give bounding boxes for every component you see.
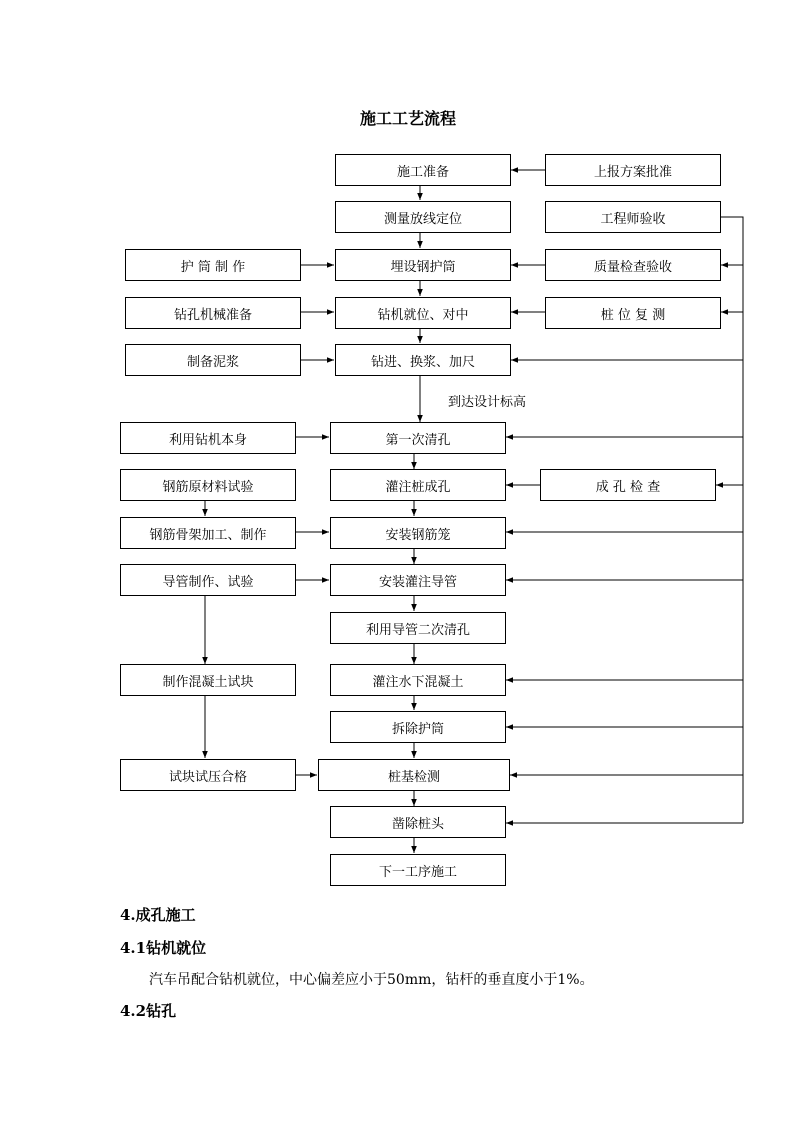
step-embed-casing: 埋设钢护筒 xyxy=(335,249,511,281)
right-plan-approval: 上报方案批准 xyxy=(545,154,721,186)
step-drilling: 钻进、换浆、加尺 xyxy=(335,344,511,376)
section-heading-4-1: 4.1钻机就位 xyxy=(120,939,207,957)
step-pile-hole: 灌注桩成孔 xyxy=(330,469,506,501)
left-rig-prep: 钻孔机械准备 xyxy=(125,297,301,329)
page-title: 施工工艺流程 xyxy=(359,109,456,128)
left-rebar-test: 钢筋原材料试验 xyxy=(120,469,296,501)
step-pour-concrete: 灌注水下混凝土 xyxy=(330,664,506,696)
step-remove-casing: 拆除护筒 xyxy=(330,711,506,743)
step-construction-prep: 施工准备 xyxy=(335,154,511,186)
step-next-process: 下一工序施工 xyxy=(330,854,506,886)
flow-note: 到达设计标高 xyxy=(448,395,527,410)
step-install-cage: 安装钢筋笼 xyxy=(330,517,506,549)
section-paragraph-4-1: 汽车吊配合钻机就位，中心偏差应小于50mm，钻杆的垂直度小于1%。 xyxy=(149,972,594,988)
right-quality-inspection: 质量检查验收 xyxy=(545,249,721,281)
step-first-cleaning: 第一次清孔 xyxy=(330,422,506,454)
left-casing-fabrication: 护 筒 制 作 xyxy=(125,249,301,281)
step-cut-pile-head: 凿除桩头 xyxy=(330,806,506,838)
left-specimen-passed: 试块试压合格 xyxy=(120,759,296,791)
left-concrete-specimen: 制作混凝土试块 xyxy=(120,664,296,696)
step-survey-layout: 测量放线定位 xyxy=(335,201,511,233)
left-tremie-test: 导管制作、试验 xyxy=(120,564,296,596)
step-rig-positioning: 钻机就位、对中 xyxy=(335,297,511,329)
left-use-rig: 利用钻机本身 xyxy=(120,422,296,454)
section-heading-4-2: 4.2钻孔 xyxy=(120,1002,177,1020)
step-install-tremie: 安装灌注导管 xyxy=(330,564,506,596)
right-pile-recheck: 桩 位 复 测 xyxy=(545,297,721,329)
left-mud-prep: 制备泥浆 xyxy=(125,344,301,376)
step-second-cleaning: 利用导管二次清孔 xyxy=(330,612,506,644)
right-hole-inspection: 成 孔 检 查 xyxy=(540,469,716,501)
left-cage-fabrication: 钢筋骨架加工、制作 xyxy=(120,517,296,549)
step-pile-testing: 桩基检测 xyxy=(318,759,510,791)
section-heading-4: 4.成孔施工 xyxy=(120,906,196,924)
right-engineer-acceptance: 工程师验收 xyxy=(545,201,721,233)
